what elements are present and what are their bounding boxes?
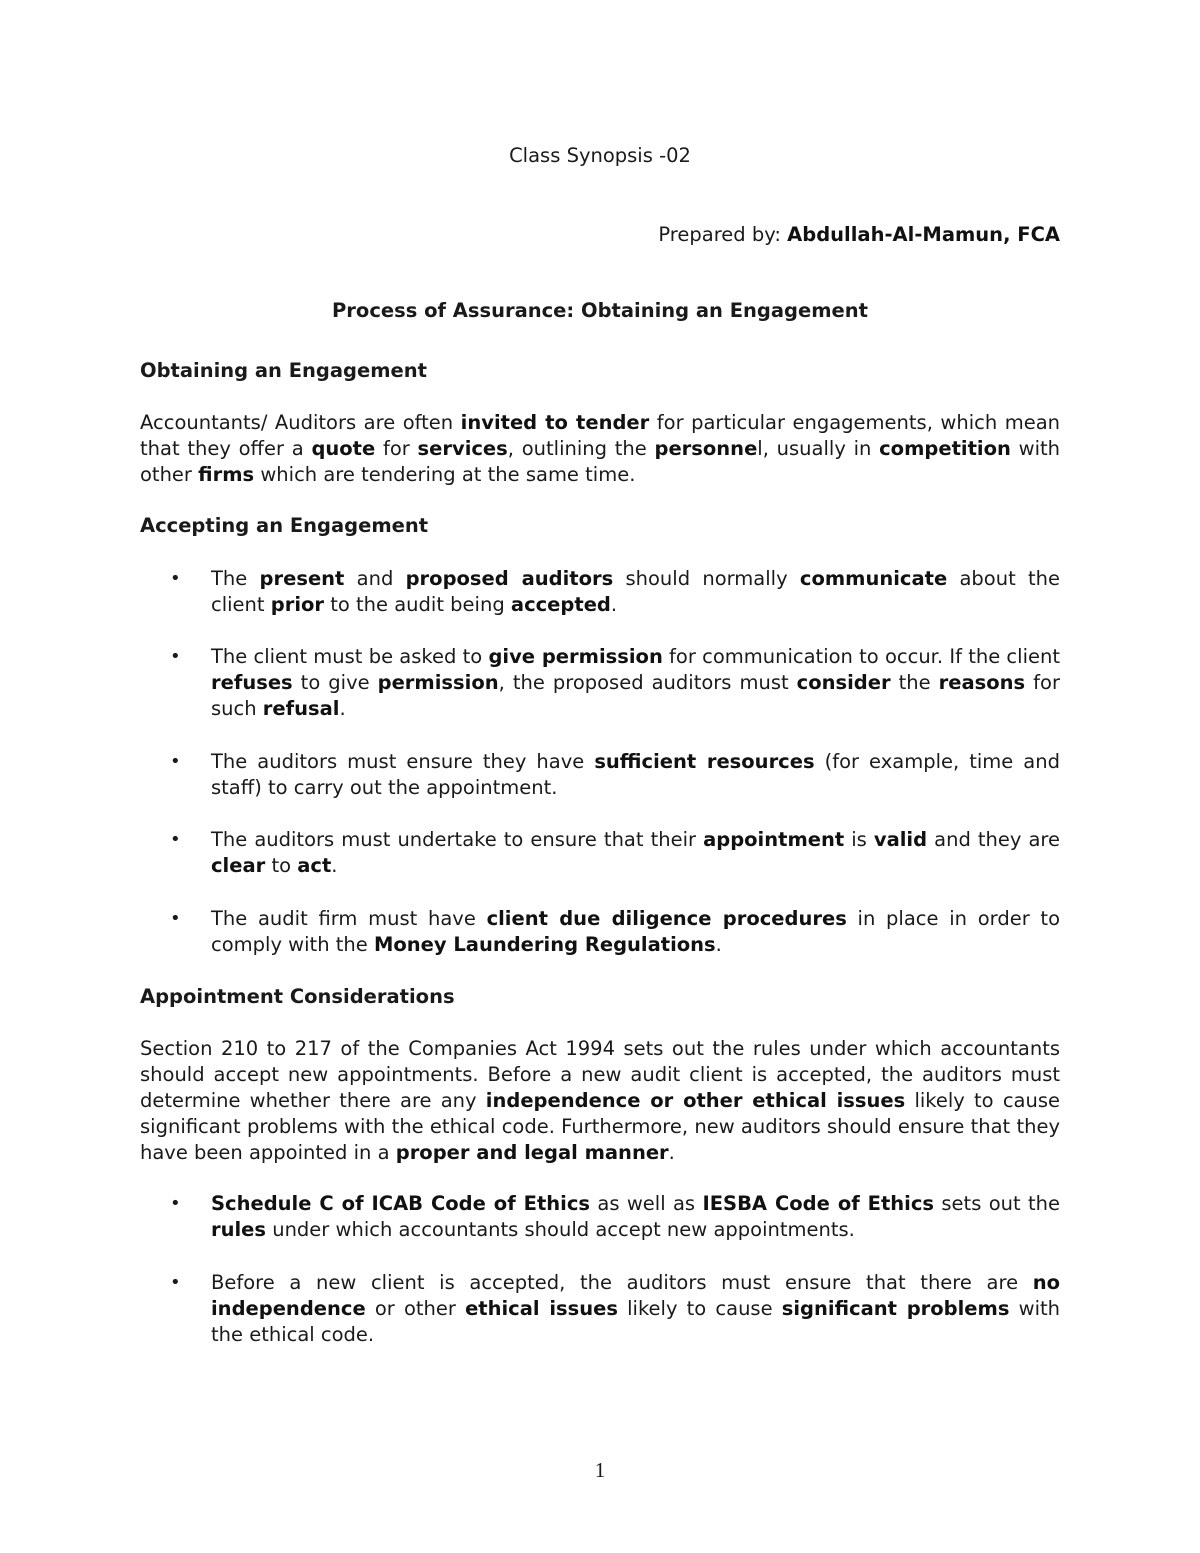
bullet-icon: • [170, 829, 181, 850]
document-page: Class Synopsis -02 Prepared by: Abdullah-Al-Mamun, FCA Process of Assurance: Obtaining an Engagement Obtaining an Engagement Accountants/ Auditors are often invited to tender for particular engagements, which mean that they offer a quote for services, outlining the personnel, usually in competition with other firms which are tendering at the same time. Accepting an Engagement • The present and proposed auditors should normally communicate about the client prior to the audit being accepted. • The client must be asked to give permission for communication to occur. If the client refuses to give permission, the proposed auditors must consider the reasons for such refusal. • The auditors must ensure they have sufficient resources (for example, time and staff) to carry out the appointment. • The auditors must undertake to ensure that their appointment is valid and they are clear to act. • The audit firm must have client due diligence procedures in place in order to comply with the Money Laundering Regulations. Appointment Considerations Section 210 to 217 of the Companies Act 1994 sets out the rules under which accountants should accept new appointments. Before a new audit client is accepted, the auditors must determine whether there are any independence or other ethical issues likely to cause significant problems with the ethical code. Furthermore, new auditors should ensure that they have been appointed in a proper and legal manner. • Schedule C of ICAB Code of Ethics as well as IESBA Code of Ethics sets out the rules under which accountants should accept new appointments. • Before a new client is accepted, the auditors must ensure that there are no independence or other ethical issues likely to cause significant problems with the ethical code. 1 [0, 0, 1200, 1553]
author-name: Abdullah-Al-Mamun, FCA [787, 223, 1060, 246]
bullet-icon: • [170, 908, 181, 929]
document-title: Class Synopsis -02 [509, 144, 691, 167]
section-heading-accepting: Accepting an Engagement [140, 514, 429, 537]
section-heading-appointment: Appointment Considerations [140, 985, 455, 1008]
paragraph-obtaining: Accountants/ Auditors are often invited to tender for particular engagements, which mean that they offer a quote for services, outlining the personnel, usually in competition with other firms which are tendering at the same time. [140, 411, 1060, 486]
bullet-icon: • [170, 751, 181, 772]
bullet-icon: • [170, 1193, 181, 1214]
section-heading-obtaining: Obtaining an Engagement [140, 359, 427, 382]
main-title: Process of Assurance: Obtaining an Engagement [332, 299, 868, 322]
prepared-by-label: Prepared by: [658, 223, 788, 246]
page-number: 1 [594, 1458, 606, 1482]
bullet-icon: • [170, 646, 181, 667]
bullet-icon: • [170, 568, 181, 589]
prepared-by-line [140, 222, 1060, 248]
paragraph-appointment: Section 210 to 217 of the Companies Act 1994 sets out the rules under which accountants should accept new appointments. Before a new audit client is accepted, the auditors must determine whether there are any independence or other ethical issues likely to cause significant problems with the ethical code. Furthermore, new auditors should ensure that they have been appointed in a proper and legal manner. [140, 1037, 1061, 1164]
bullet-icon: • [170, 1272, 181, 1293]
